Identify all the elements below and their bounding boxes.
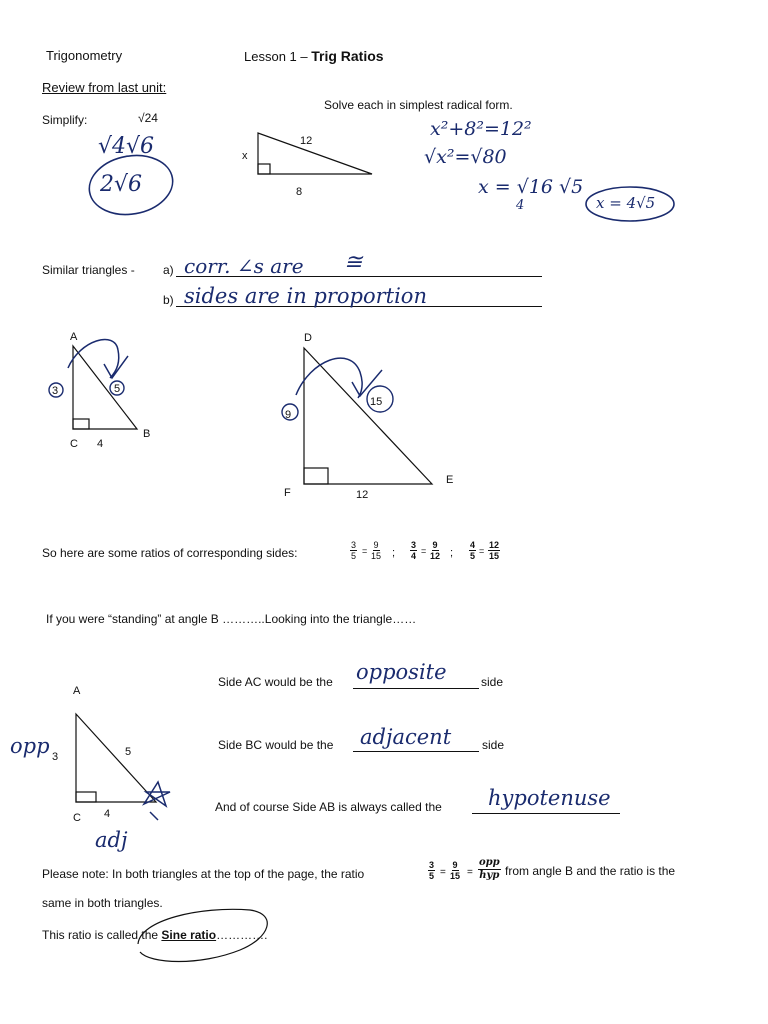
large-triangle-vertex-e: E	[446, 474, 454, 486]
similar-b-label: b)	[163, 293, 174, 307]
similar-a-label: a)	[163, 263, 174, 277]
large-triangle-vertex-d: D	[304, 332, 312, 344]
circle-solution	[586, 187, 674, 221]
small-triangle-vertex-c: C	[70, 438, 78, 450]
course-title: Trigonometry	[46, 48, 123, 63]
third-triangle	[76, 714, 156, 802]
mark-angle-b	[150, 812, 158, 820]
note-line1-start: Please note: In both triangles at the top of the page, the ratio	[42, 867, 365, 881]
third-triangle-side-cb: 4	[104, 808, 111, 820]
handwritten-opp-note: opp	[10, 734, 50, 758]
small-triangle-side-ac: 3	[52, 385, 59, 397]
ratio-3-eq: =	[479, 546, 485, 556]
review-triangle-base-label: 8	[296, 186, 303, 198]
handwritten-work-line-1: x²+8²=12²	[430, 118, 532, 140]
large-triangle-side-df: 9	[285, 409, 292, 421]
ratio-1-eq: =	[362, 546, 368, 556]
note-eq-2: =	[467, 867, 473, 878]
circle-side-5	[110, 381, 124, 395]
large-triangle-side-fe: 12	[356, 489, 369, 501]
check-small-triangle	[104, 356, 128, 378]
standing-sentence: If you were “standing” at angle B ………..Looking into the triangle……	[46, 612, 417, 626]
small-triangle-vertex-b: B	[143, 428, 151, 440]
handwritten-work-line-4: 4	[516, 198, 525, 213]
handwritten-work-simplify: √4√6	[98, 134, 155, 159]
circle-side-9	[282, 404, 298, 420]
arrow-large-triangle	[296, 358, 362, 398]
small-triangle-side-cb: 4	[97, 438, 104, 450]
lesson-title: Trig Ratios	[311, 48, 384, 64]
similar-a-answer: corr. ∠s are	[184, 254, 304, 278]
check-large-triangle	[352, 370, 382, 396]
side-ac-suffix: side	[481, 675, 504, 689]
third-triangle-vertex-a: A	[73, 685, 81, 697]
circle-side-3	[49, 383, 63, 397]
ratio-sep-1: ;	[392, 547, 396, 559]
note-fraction-opp-hyp: opp hyp	[479, 857, 500, 881]
circle-side-15	[367, 386, 393, 412]
third-triangle-side-ac: 3	[52, 751, 59, 763]
review-triangle-x-label: x	[242, 150, 248, 162]
note-line2: same in both triangles.	[42, 896, 163, 910]
side-ac-answer: opposite	[356, 660, 447, 684]
side-bc-answer: adjacent	[360, 725, 452, 749]
ratio-1-b: $\frac{9}{15}$	[371, 540, 382, 561]
lesson-prefix: Lesson 1 –	[244, 49, 312, 64]
radical-expression: √24	[138, 111, 158, 125]
note-line3-start: This ratio is called the	[42, 928, 159, 942]
handwritten-solution: x = 4√5	[596, 194, 656, 212]
handwritten-work-line-3: x = √16 √5	[478, 176, 584, 198]
review-triangle-hyp-label: 12	[300, 135, 313, 147]
handwritten-answer-simplify: 2√6	[100, 172, 143, 197]
third-triangle-side-ab: 5	[125, 746, 132, 758]
solve-instruction: Solve each in simplest radical form.	[324, 98, 513, 112]
large-triangle	[304, 348, 432, 484]
note-line3-end: ………….	[216, 928, 268, 942]
third-triangle-vertex-c: C	[73, 812, 81, 824]
large-triangle-vertex-f: F	[284, 487, 291, 499]
large-triangle-side-de: 15	[370, 396, 383, 408]
side-bc-suffix: side	[482, 738, 505, 752]
loop-called-the	[138, 909, 267, 961]
note-eq-1: =	[440, 867, 446, 878]
handwritten-work-line-2: √x²=√80	[424, 146, 507, 168]
ratios-sentence: So here are some ratios of corresponding sides:	[42, 546, 298, 560]
ratio-2-a: $\frac{3}{4}$	[411, 540, 417, 561]
simplify-label: Simplify:	[42, 113, 88, 127]
small-triangle	[73, 346, 137, 429]
ratio-3-a: $\frac{4}{5}$	[470, 540, 476, 561]
sine-ratio-term: Sine ratio	[161, 928, 217, 942]
ratio-1-a: $\frac{3}{5}$	[351, 540, 357, 561]
note-fraction-2: $\frac{9}{15}$	[450, 860, 461, 881]
similar-label: Similar triangles -	[42, 263, 135, 277]
similar-a-symbol: ≅	[344, 250, 363, 275]
review-triangle	[258, 133, 372, 174]
circle-answer-simplify	[85, 149, 178, 221]
ratio-3-b: $\frac{12}{15}$	[489, 540, 500, 561]
ratio-2-b: $\frac{9}{12}$	[430, 540, 441, 561]
side-ac-text: Side AC would be the	[218, 675, 333, 689]
ratio-2-eq: =	[421, 546, 427, 556]
side-ab-text: And of course Side AB is always called the	[215, 800, 442, 814]
similar-b-answer: sides are in proportion	[184, 284, 427, 308]
note-line1-end: from angle B and the ratio is the	[505, 864, 676, 878]
small-triangle-side-ab: 5	[114, 383, 121, 395]
small-triangle-vertex-a: A	[70, 331, 78, 343]
side-ab-answer: hypotenuse	[488, 786, 611, 810]
handwritten-adj-note: adj	[95, 828, 128, 852]
ratio-sep-2: ;	[450, 547, 454, 559]
note-fraction-1: $\frac{3}{5}$	[429, 860, 435, 881]
side-bc-text: Side BC would be the	[218, 738, 334, 752]
review-heading: Review from last unit:	[42, 80, 167, 95]
